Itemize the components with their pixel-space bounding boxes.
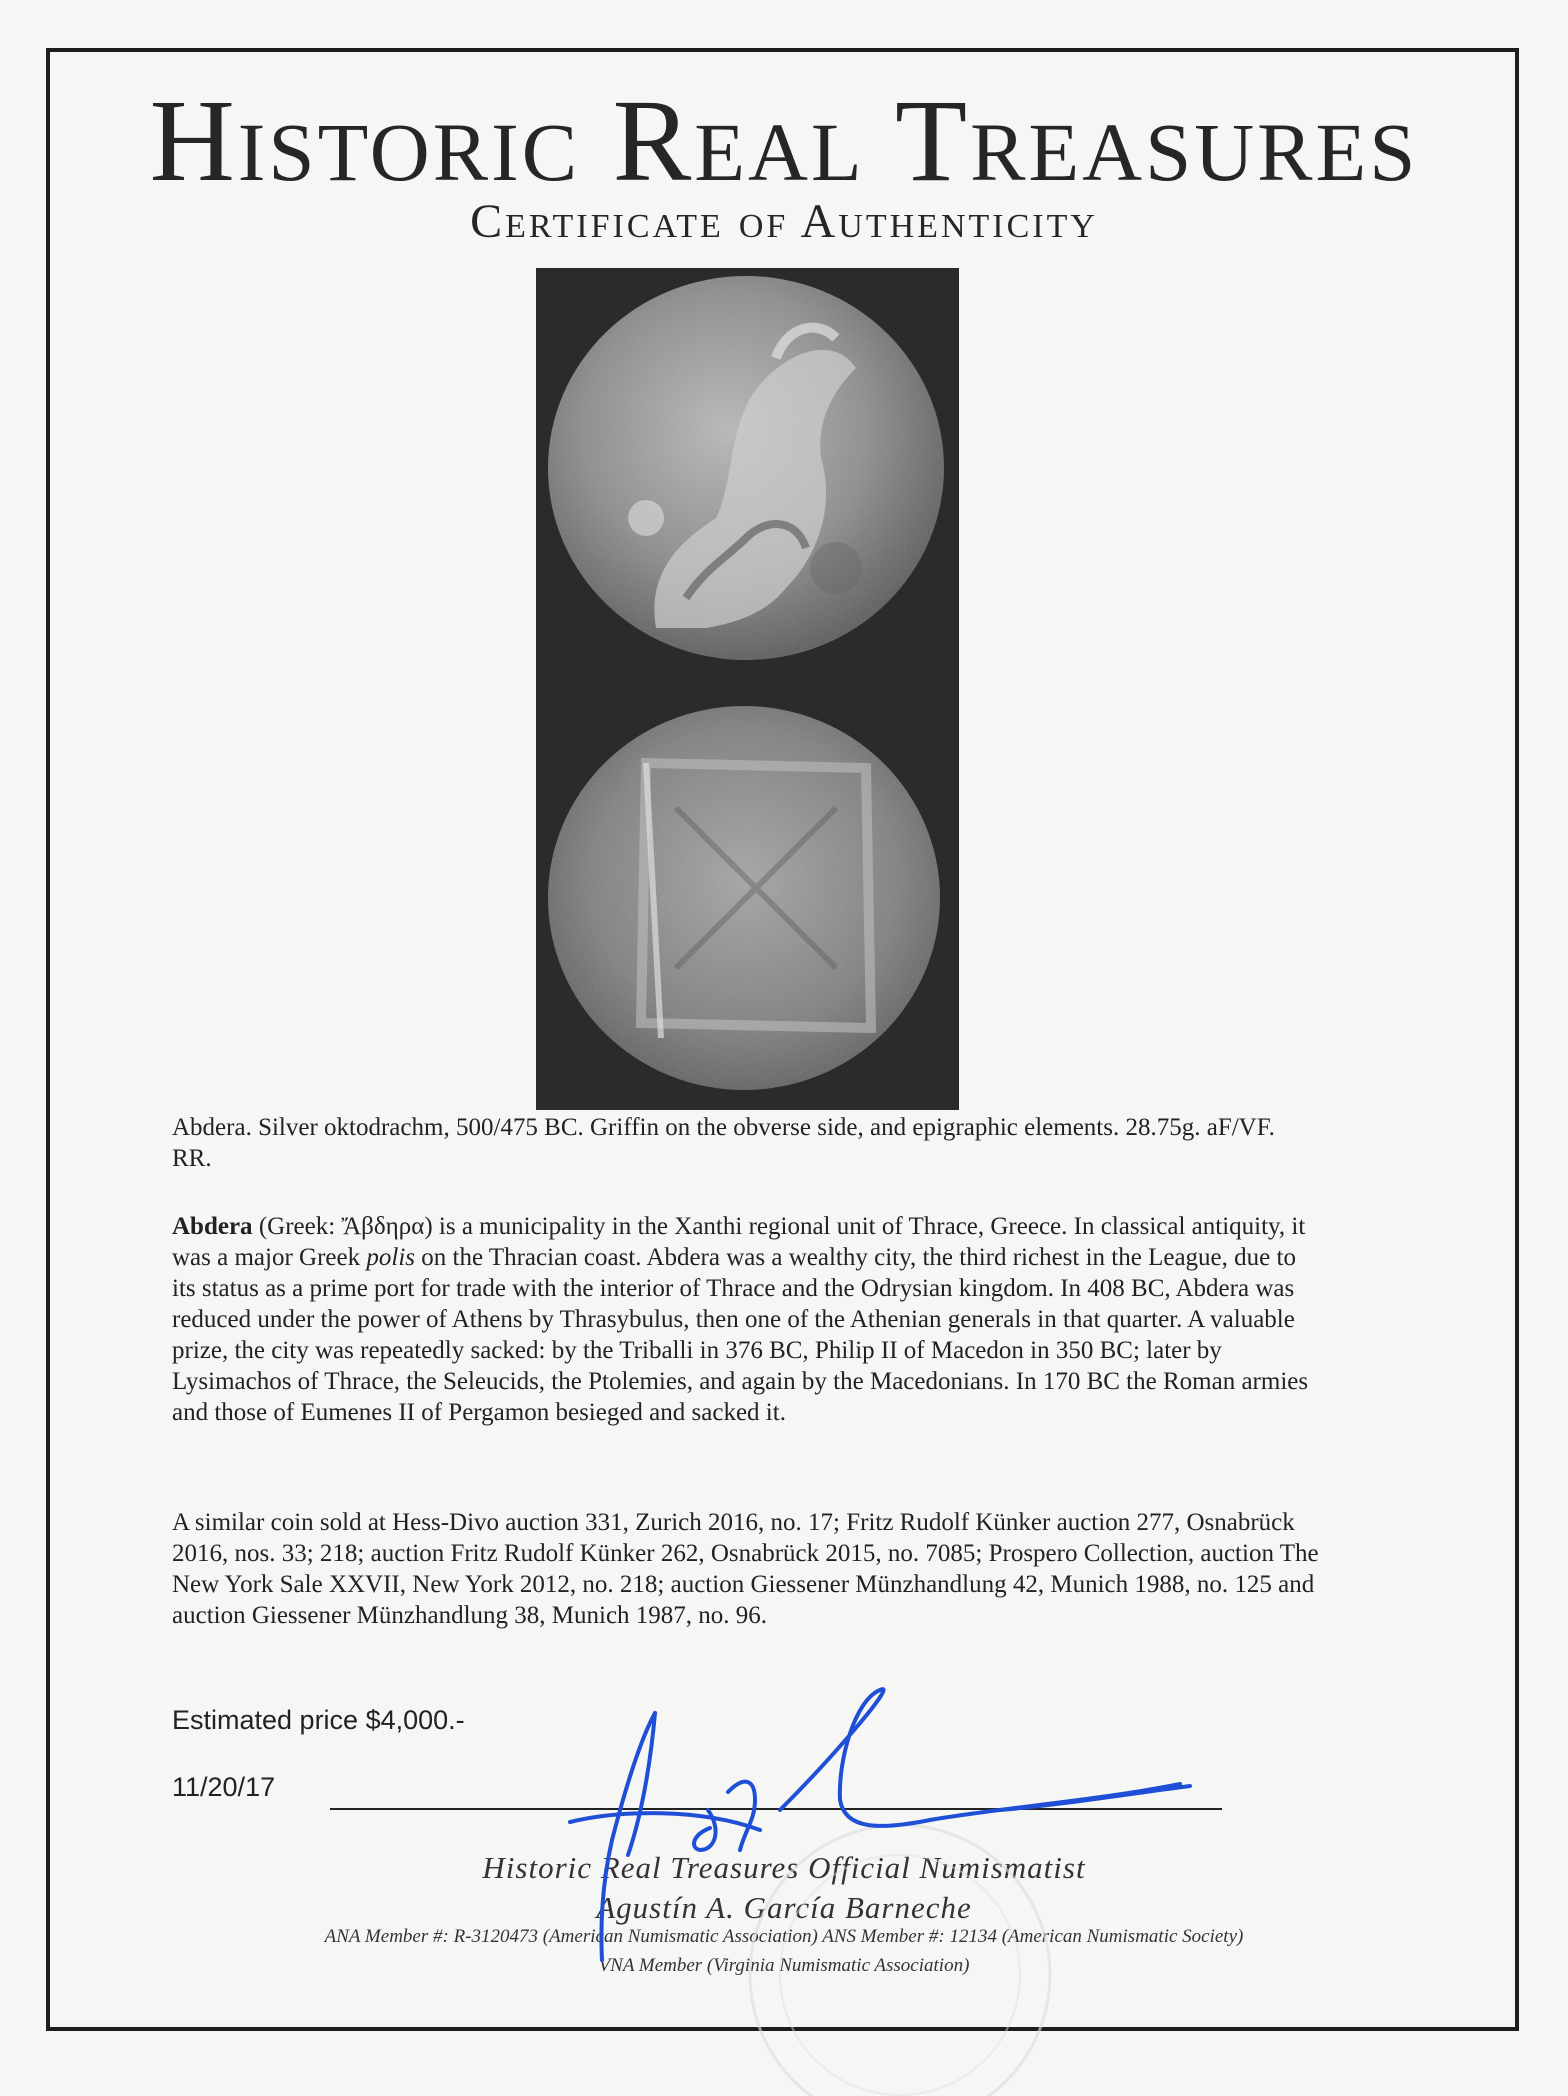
- comparable-sales-references: A similar coin sold at Hess-Divo auction 331, Zurich 2016, no. 17; Fritz Rudolf Künker auction 277, Osnabrück 2016, nos. 33; 218; auction Fritz Rudolf Künker 262, Osnabrück 2015, no. 7085; Prospero Collection, auction The New York Sale XXVII, New York 2012, no. 218; auction Giessener Münzhandlung 42, Munich 1988, no. 125 and auction Giessener Münzhandlung 38, Munich 1987, no. 96.: [172, 1509, 1319, 1629]
- history-term: Abdera: [172, 1213, 253, 1240]
- signatory-name: Agustín A. García Barneche: [596, 1890, 972, 1925]
- certificate-subtitle: Certificate of Authenticity: [470, 195, 1098, 248]
- estimated-price: Estimated price $4,000.-: [172, 1705, 465, 1735]
- signatory-title: Historic Real Treasures Official Numismatist: [482, 1850, 1086, 1885]
- coin-description: Abdera. Silver oktodrachm, 500/475 BC. Griffin on the obverse side, and epigraphic elements. 28.75g. aF/VF. RR.: [172, 1114, 1275, 1172]
- history-text-2: on the Thracian coast. Abdera was a wealthy city, the third richest in the League, due to its status as a prime port for trade with the interior of Thrace and the Odrysian kingdom. In 408 BC, Abdera was reduced under the power of Athens by Thrasybulus, then one of the Athenian generals in that quarter. A valuable prize, the city was repeatedly sacked: by the Triballi in 376 BC, Philip II of Macedon in 350 BC; later by Lysimachos of Thrace, the Seleucids, the Ptolemies, and again by the Macedonians. In 170 BC the Roman armies and those of Eumenes II of Pergamon besieged and sacked it.: [172, 1244, 1309, 1426]
- signatory-vna-membership: VNA Member (Virginia Numismatic Association): [598, 1955, 970, 1976]
- history-text-1: (Greek: Ἄβδηρα) is a municipality in the Xanthi regional unit of Thrace, Greece. In classical antiquity, it was a major Greek: [172, 1213, 1306, 1271]
- certificate-date: 11/20/17: [172, 1772, 276, 1802]
- certificate-title: Historic Real Treasures: [149, 75, 1419, 206]
- signatory-memberships: ANA Member #: R-3120473 (American Numismatic Association) ANS Member #: 12134 (American Numismatic Society): [324, 1926, 1244, 1947]
- history-emphasis: polis: [366, 1244, 415, 1271]
